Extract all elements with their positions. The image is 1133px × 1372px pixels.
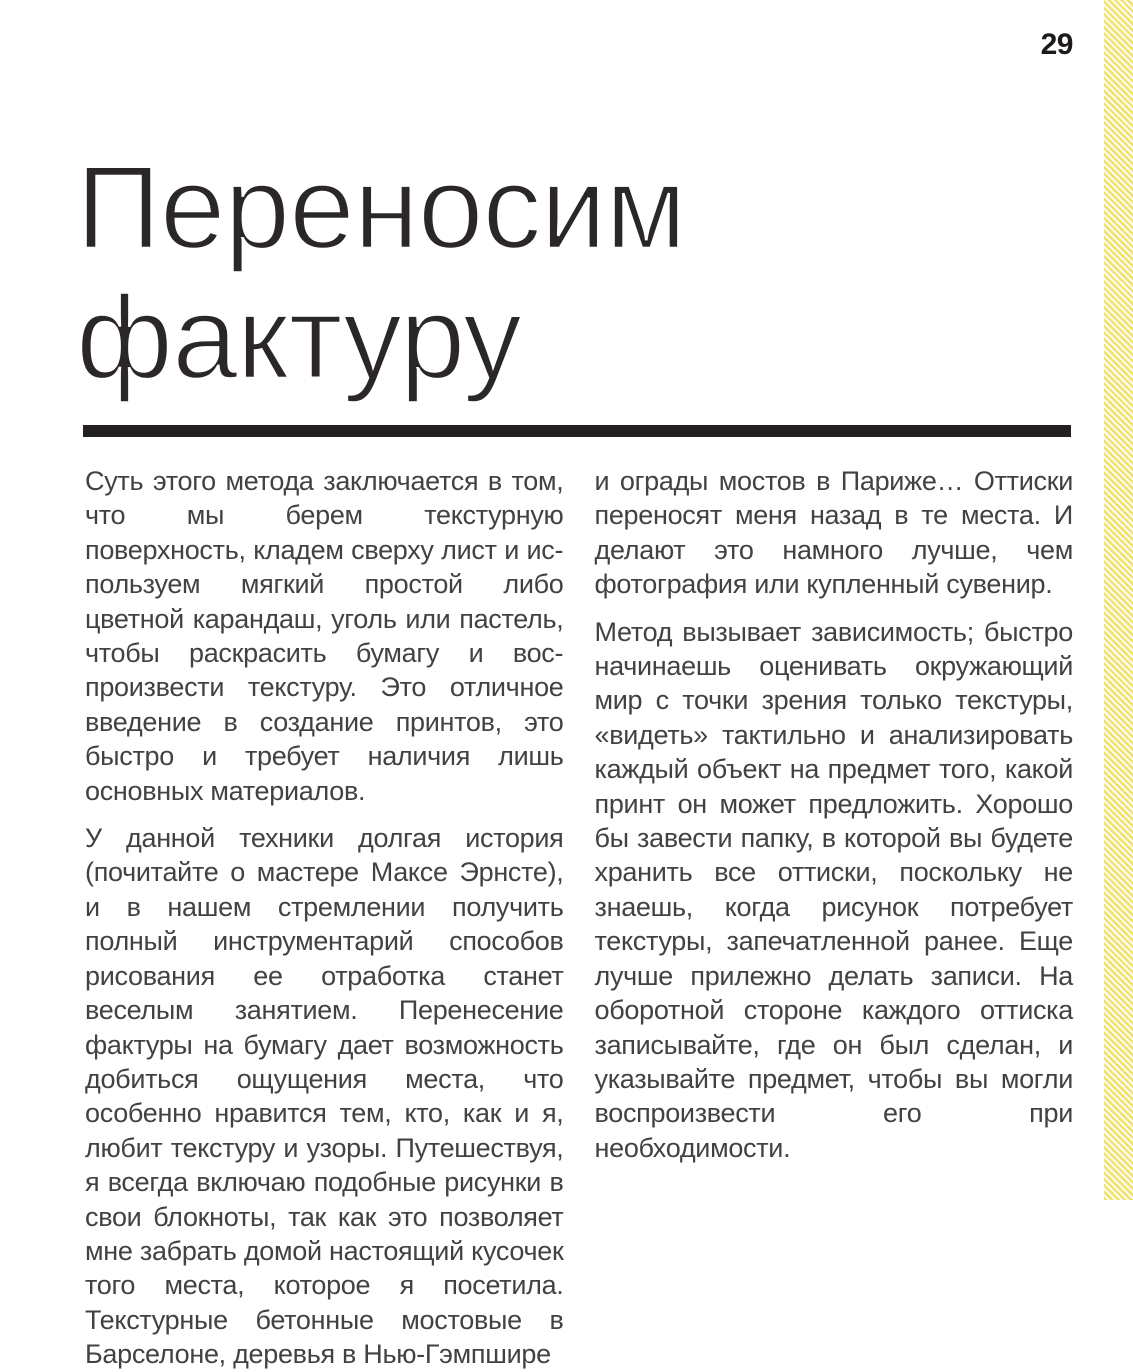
paragraph-technique-history: У данной техники долгая история (почитайте о мастере Максе Эрнсте), и в нашем стремлении получить полный инструментарий способов рисования ее отработка станет веселым занятием. Перенесение фактуры на бумагу дает возможность добиться ощущения места, что особенно нравится тем, кто, как и я, любит текстуру и узоры. Путешествуя, я всегда включаю подобные рисунки в свои блокноты, так как это позволяет мне забрать домой настоящий кусочек того места, которое я посетила. Текстурные бетонные мостовые в Барселоне, деревья в Нью-Гэмпшире: [85, 823, 564, 1370]
paragraph-paris-continuation: и ограды мостов в Париже… Оттиски переносят меня назад в те места. И делают это намного лучше, чем фотография или купленный сувенир.: [594, 466, 1073, 600]
right-column: [595, 464, 1074, 1372]
left-column: [85, 464, 564, 1372]
page-number: 29: [1040, 28, 1073, 61]
decorative-stripe-band: [1104, 0, 1133, 1200]
chapter-title: [76, 143, 686, 403]
chapter-title-line-2: фактуру: [76, 272, 522, 404]
chapter-title-line-1: Переносим: [76, 142, 686, 274]
paragraph-method-addictive: Метод вызывает зависимость; быстро начинаешь оценивать окружающий мир с точки зрения только текстуры, «видеть» тактильно и анализировать каждый объект на предмет того, какой принт он может предложить. Хорошо бы завести папку, в которой вы будете хранить все оттиски, поскольку не знаешь, когда рисунок потребует текстуры, запечатленной ранее. Еще лучше прилежно делать записи. На оборотной стороне каждого оттиска записывайте, где он был сделан, и указывайте предмет, чтобы вы могли воспроизвести его при необходимости.: [594, 616, 1073, 1163]
body-columns: [85, 464, 1073, 1372]
title-divider-rule: [83, 425, 1071, 437]
paragraph-method-intro: Суть этого метода заключается в том, что мы берем текстурную поверхность, кладем сверху лист и используем мягкий простой либо цветной карандаш, уголь или пастель, чтобы раскрасить бумагу и воспроизвести текстуру. Это отличное введение в создание принтов, это быстро и требует наличия лишь основных материалов.: [85, 466, 564, 806]
